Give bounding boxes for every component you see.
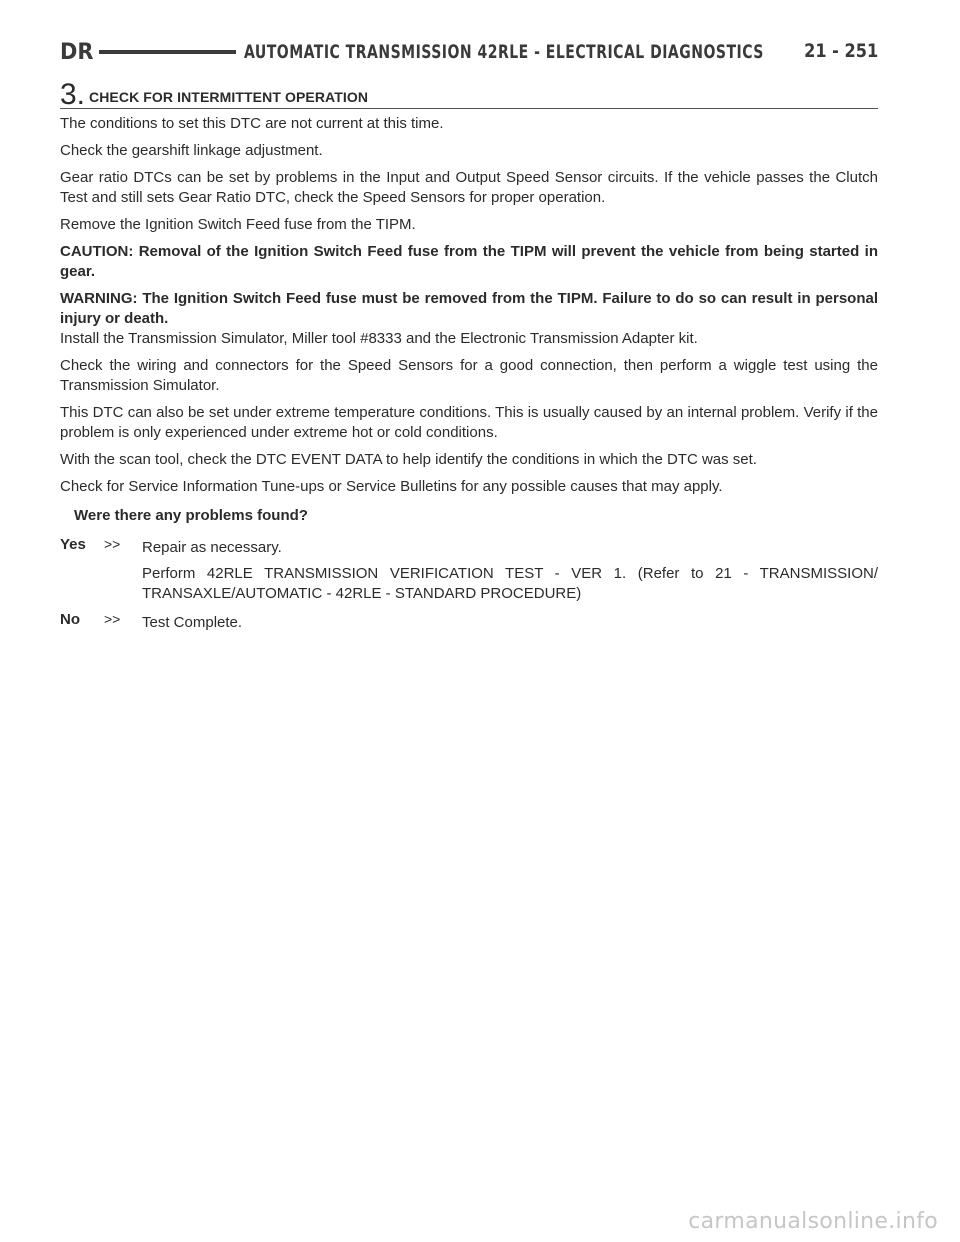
paragraph: Check for Service Information Tune-ups or Service Bulletins for any possible causes that may apply. <box>60 478 723 495</box>
paragraph: This DTC can also be set under extreme temperature conditions. This is usually caused by an internal problem. Verify if the problem is only experienced under extreme hot or cold conditions. <box>60 404 878 441</box>
step-heading <box>60 78 878 109</box>
header-title: AUTOMATIC TRANSMISSION 42RLE - ELECTRICAL DIAGNOSTICS <box>243 41 764 63</box>
decision-question: Were there any problems found? <box>74 507 308 524</box>
step-title: CHECK FOR INTERMITTENT OPERATION <box>89 89 369 105</box>
paragraph: Check the gearshift linkage adjustment. <box>60 142 323 159</box>
step-number: 3. <box>60 78 86 111</box>
page-header <box>60 38 878 66</box>
answer-no-body <box>142 610 878 633</box>
answer-yes-arrow: >> <box>104 536 121 552</box>
step-content <box>60 114 878 633</box>
answer-yes-body <box>142 535 878 604</box>
answer-yes-label: Yes <box>60 536 86 553</box>
header-page-number: 21 - 251 <box>803 40 878 62</box>
answer-yes-line: Repair as necessary. <box>142 539 282 556</box>
answer-yes <box>60 535 878 604</box>
answer-no-label: No <box>60 611 80 628</box>
header-code: DR <box>60 39 94 65</box>
paragraph: Gear ratio DTCs can be set by problems in the Input and Output Speed Sensor circuits. If the vehicle passes the Clutch Test and still sets Gear Ratio DTC, check the Speed Sensors for proper operation. <box>60 169 878 206</box>
paragraph: Check the wiring and connectors for the Speed Sensors for a good connection, then perform a wiggle test using the Transmission Simulator. <box>60 357 878 394</box>
paragraph: The conditions to set this DTC are not current at this time. <box>60 115 444 132</box>
answer-no <box>60 610 878 633</box>
watermark: carmanualsonline.info <box>688 1209 938 1234</box>
header-rule <box>99 50 236 54</box>
paragraph: Install the Transmission Simulator, Miller tool #8333 and the Electronic Transmission Adapter kit. <box>60 330 698 347</box>
answer-no-arrow: >> <box>104 611 121 627</box>
paragraph: With the scan tool, check the DTC EVENT DATA to help identify the conditions in which the DTC was set. <box>60 451 757 468</box>
answer-no-line: Test Complete. <box>142 614 243 631</box>
paragraph: Remove the Ignition Switch Feed fuse from the TIPM. <box>60 216 416 233</box>
answer-yes-line: Perform 42RLE TRANSMISSION VERIFICATION TEST - VER 1. (Refer to 21 - TRANSMISSION/ TRANSAXLE/AUTOMATIC - 42RLE - STANDARD PROCEDURE) <box>142 565 878 602</box>
caution-note: CAUTION: Removal of the Ignition Switch Feed fuse from the TIPM will prevent the vehicle from being started in gear. <box>60 243 878 280</box>
warning-note: WARNING: The Ignition Switch Feed fuse must be removed from the TIPM. Failure to do so can result in personal injury or death. <box>60 290 878 327</box>
